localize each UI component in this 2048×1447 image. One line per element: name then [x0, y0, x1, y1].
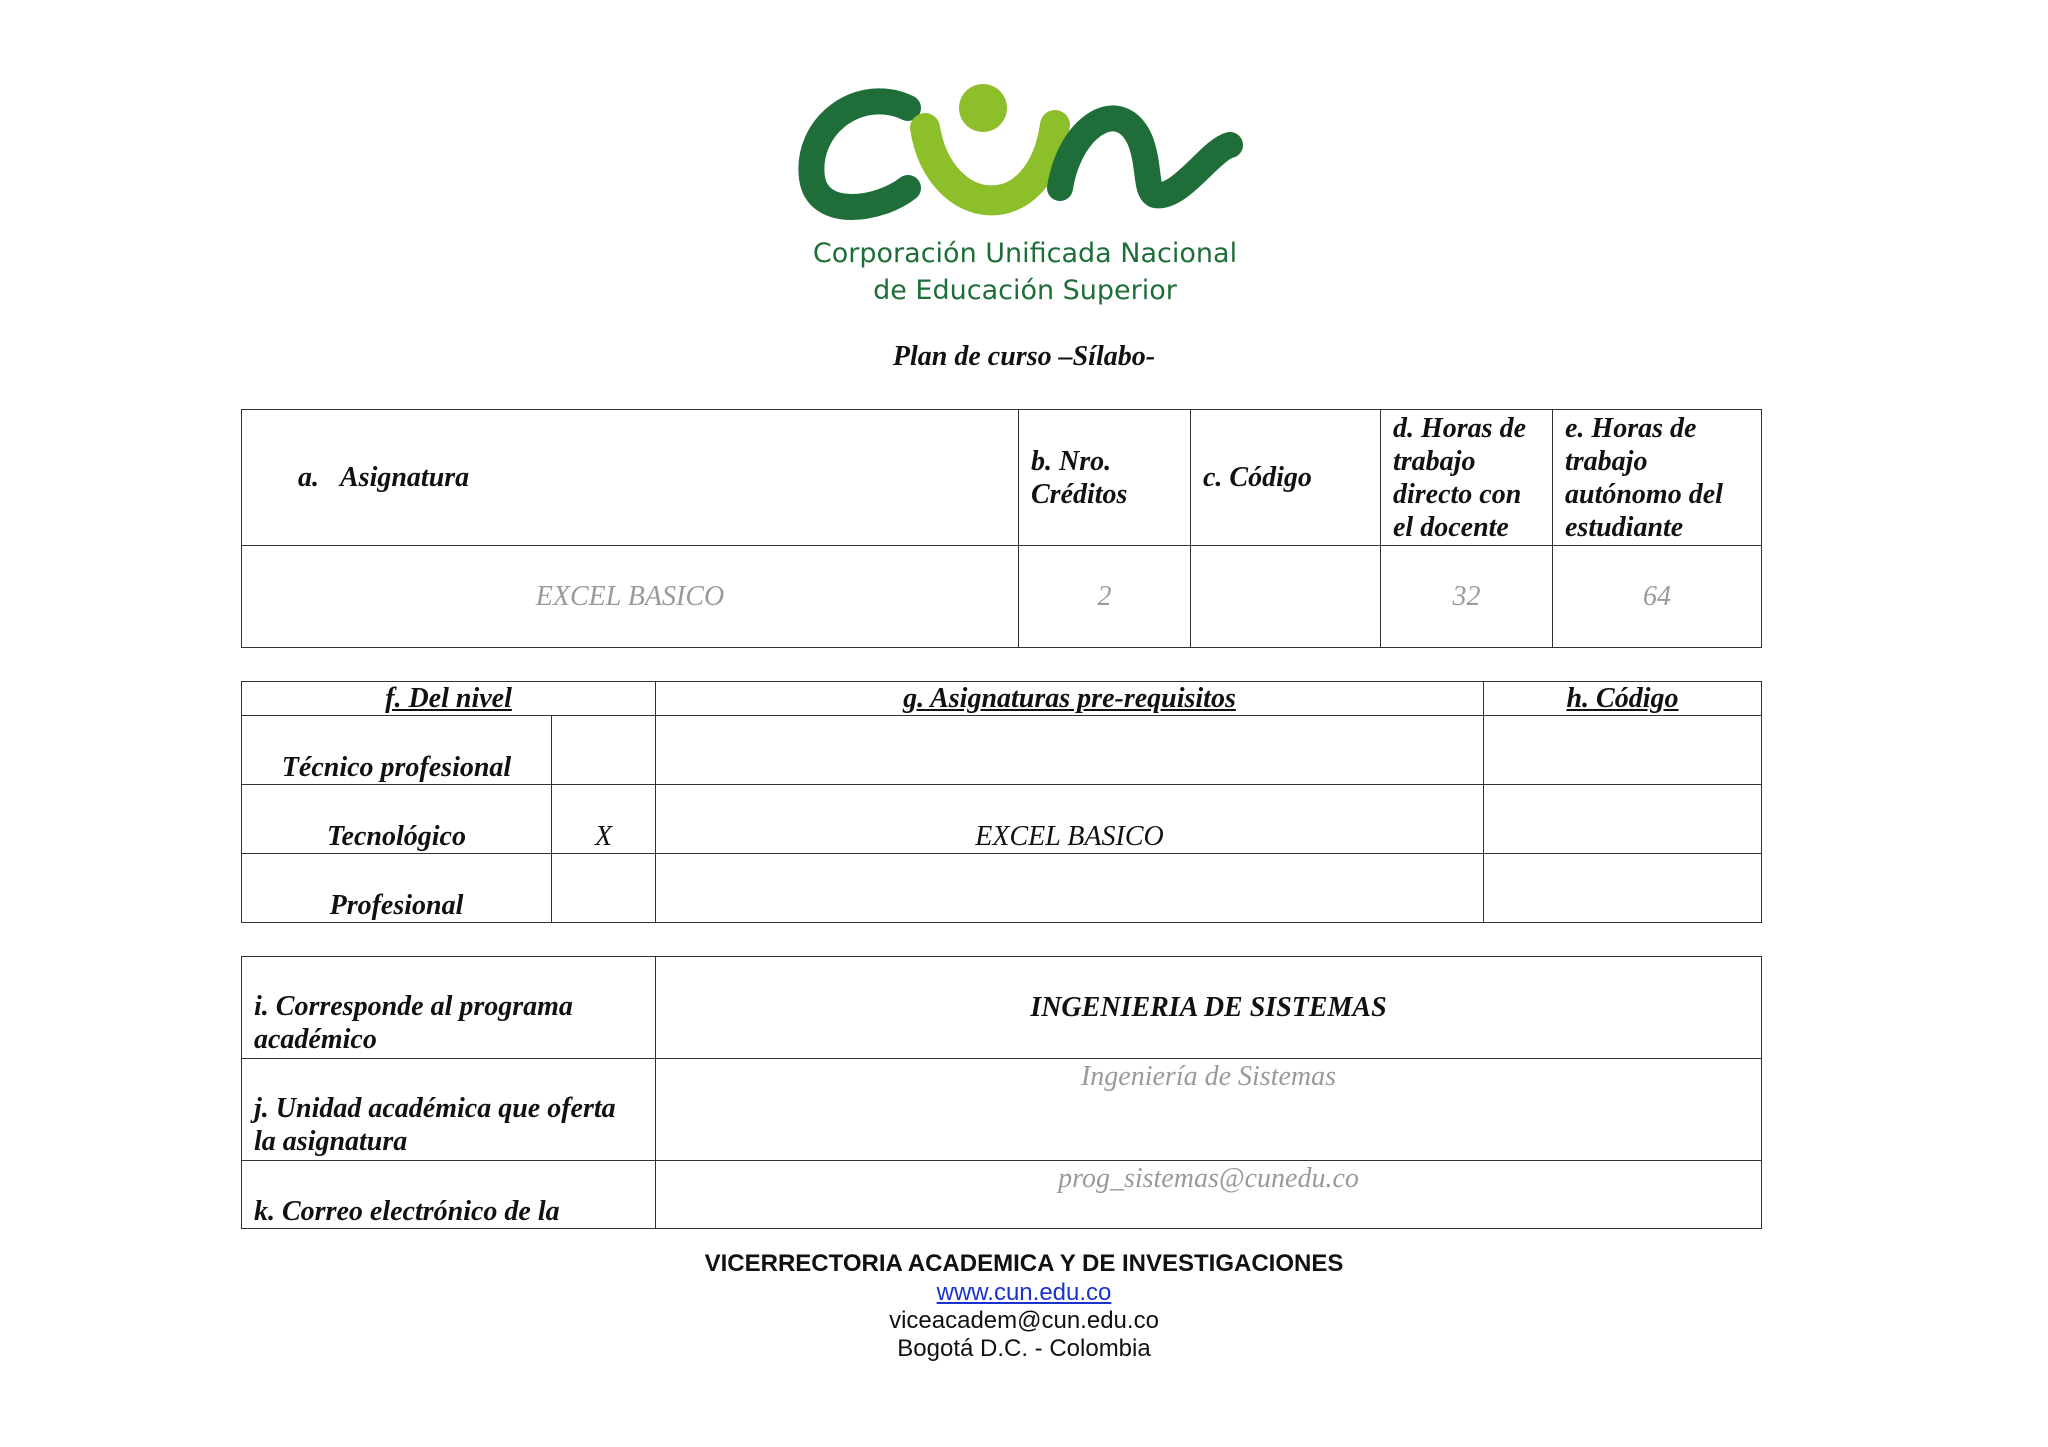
prereq-value [656, 854, 1484, 923]
footer-city: Bogotá D.C. - Colombia [897, 1335, 1151, 1362]
prereq-code-value [1484, 785, 1762, 854]
asignatura-header [242, 410, 1019, 546]
prereq-value: EXCEL BASICO [656, 785, 1484, 854]
creditos-value: 2 [1019, 546, 1191, 648]
horas-directo-header: d. Horas de trabajo directo con el docente [1381, 410, 1553, 546]
horas-autonomo-value: 64 [1553, 546, 1762, 648]
email-row [242, 1161, 1762, 1229]
level-row [242, 716, 1762, 785]
nivel-header: f. Del nivel [242, 682, 656, 716]
footer-institution: VICERRECTORIA ACADEMICA Y DE INVESTIGACIONES [704, 1250, 1344, 1277]
course-info-table [241, 409, 1762, 648]
asignatura-value: EXCEL BASICO [242, 546, 1019, 648]
prereq-value [656, 716, 1484, 785]
prereq-code-value [1484, 716, 1762, 785]
asignatura-letter: a. [298, 462, 319, 493]
footer-email: viceacadem@cun.edu.co [889, 1307, 1159, 1334]
horas-directo-value: 32 [1381, 546, 1553, 648]
level-prereq-table [241, 681, 1762, 923]
footer-website-link[interactable]: www.cun.edu.co [936, 1279, 1112, 1306]
level-label: Profesional [242, 854, 552, 923]
level-row [242, 854, 1762, 923]
unit-row [242, 1059, 1762, 1161]
level-mark [552, 854, 656, 923]
unit-label: j. Unidad académica que oferta la asignatura [242, 1059, 656, 1161]
logo-line-2: de Educación Superior [873, 275, 1177, 306]
level-mark: X [552, 785, 656, 854]
asignatura-label: Asignatura [340, 462, 470, 493]
level-label: Técnico profesional [242, 716, 552, 785]
program-info-table [241, 956, 1762, 1229]
creditos-header: b. Nro. Créditos [1019, 410, 1191, 546]
prereq-codigo-header: h. Código [1484, 682, 1762, 716]
course-info-header-row [242, 410, 1762, 546]
cun-logo [790, 70, 1270, 330]
program-row [242, 957, 1762, 1059]
codigo-value [1191, 546, 1381, 648]
course-info-value-row [242, 546, 1762, 648]
logo-line-1: Corporación Unificada Nacional [812, 238, 1238, 269]
level-row [242, 785, 1762, 854]
level-label: Tecnológico [242, 785, 552, 854]
level-mark [552, 716, 656, 785]
horas-autonomo-header: e. Horas de trabajo autónomo del estudiante [1553, 410, 1762, 546]
email-label: k. Correo electrónico de la [242, 1161, 656, 1229]
email-value[interactable]: prog_sistemas@cunedu.co [656, 1161, 1762, 1229]
codigo-header: c. Código [1191, 410, 1381, 546]
program-label: i. Corresponde al programa académico [242, 957, 656, 1059]
level-header-row [242, 682, 1762, 716]
unit-value: Ingeniería de Sistemas [656, 1059, 1762, 1161]
program-value: INGENIERIA DE SISTEMAS [656, 957, 1762, 1059]
cun-logo-mark [790, 70, 1270, 240]
document-title: Plan de curso –Sílabo- [892, 341, 1156, 372]
prereq-code-value [1484, 854, 1762, 923]
prereq-header: g. Asignaturas pre-requisitos [656, 682, 1484, 716]
